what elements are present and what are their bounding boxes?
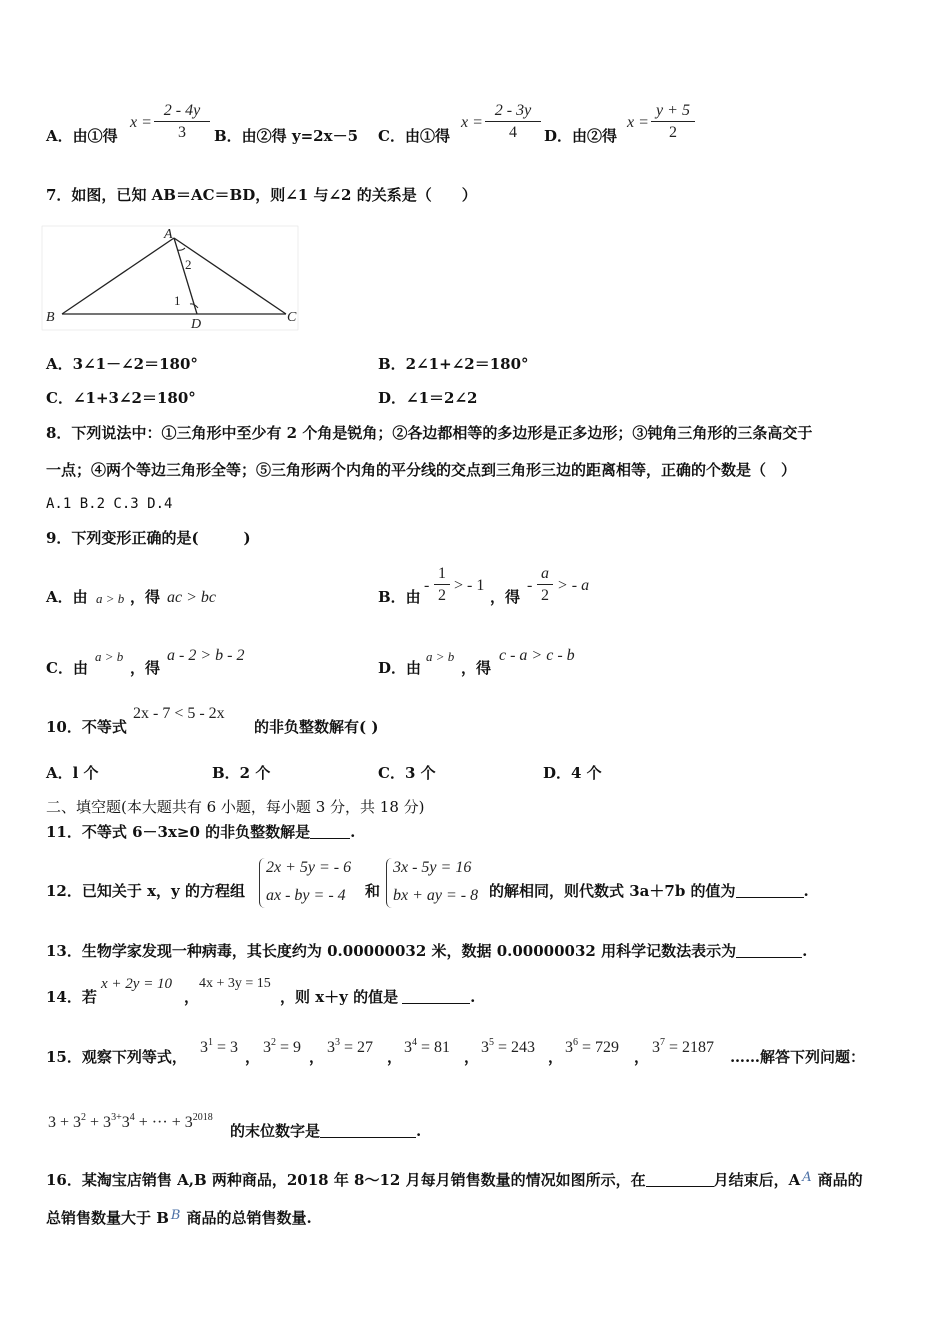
q11-text: 11．不等式 6－3x≥0 的非负整数解是 bbox=[46, 823, 311, 841]
q12-system-2-eq-2: bx + ay = - 8 bbox=[393, 887, 479, 904]
q6-option-c-label: C．由①得 bbox=[378, 127, 450, 145]
q16-line-1-c: 商品的 bbox=[817, 1171, 863, 1189]
q9-option-b-den-2: 2 bbox=[541, 587, 549, 604]
q6-option-d-lhs: x = bbox=[627, 114, 649, 131]
q14-equation-1: x + 2y = 10 bbox=[101, 976, 173, 992]
q15-power-item: $3^5 = 243$ bbox=[481, 1037, 536, 1056]
q9-option-a-label: A．由 bbox=[46, 588, 88, 606]
q6-option-d-numerator: y + 5 bbox=[651, 103, 695, 122]
q15-power-item: $3^4 = 81$ bbox=[404, 1037, 451, 1056]
q16-answer-blank bbox=[646, 1186, 714, 1187]
q9-option-c-label: C．由 bbox=[46, 659, 88, 677]
q9-option-a-mid: ，得 bbox=[130, 588, 161, 606]
q9-option-b-num-1: 1 bbox=[434, 566, 450, 585]
q9-option-b-num-2: a bbox=[537, 566, 553, 585]
q7-option-d: D．∠1＝2∠2 bbox=[378, 389, 478, 407]
q7-stem: 7．如图，已知 AB＝AC＝BD，则∠1 与∠2 的关系是（ ） bbox=[46, 186, 477, 204]
q14-suffix-line bbox=[280, 990, 475, 1005]
q12-system-2-brace bbox=[386, 858, 393, 908]
q12-suffix: 的解相同，则代数式 3a＋7b 的值为 bbox=[489, 882, 736, 900]
q12-system-1-eq-1: 2x + 5y = - 6 bbox=[266, 859, 352, 876]
section-2-title: 二、填空题(本大题共有 6 小题，每小题 3 分，共 18 分) bbox=[46, 798, 425, 816]
q15-prefix: 15．观察下列等式， bbox=[46, 1048, 187, 1066]
q11-line bbox=[46, 825, 355, 840]
q9-stem: 9．下列变形正确的是( ) bbox=[46, 529, 251, 547]
q7-option-a: A．3∠1－∠2＝180° bbox=[46, 355, 198, 373]
q12-system-1-brace bbox=[259, 858, 266, 908]
label-c: C bbox=[287, 310, 297, 325]
q15-power-item: $3^1 = 3$ bbox=[200, 1037, 239, 1056]
q14-prefix: 14．若 bbox=[46, 988, 97, 1006]
q11-end: . bbox=[350, 823, 356, 841]
q13-answer-blank bbox=[736, 957, 802, 958]
q15-power-item: $3^6 = 729$ bbox=[565, 1037, 620, 1056]
q9-option-c-condition: a > b bbox=[95, 649, 124, 664]
q6-option-a-fraction bbox=[154, 103, 210, 141]
q6-option-c-denominator: 4 bbox=[509, 124, 517, 141]
q10-option-b: B．2 个 bbox=[212, 764, 271, 782]
q12-answer-blank bbox=[736, 897, 804, 898]
q16-line-2-a: 总销售数量大于 B bbox=[46, 1209, 169, 1227]
q16-inline-b-icon: B bbox=[170, 1208, 181, 1223]
q6-option-c-fraction bbox=[485, 103, 541, 141]
q7-option-c: C．∠1+3∠2＝180° bbox=[46, 389, 196, 407]
q9-option-b-den-1: 2 bbox=[438, 587, 446, 604]
q6-option-a-label: A．由①得 bbox=[46, 127, 118, 145]
q8-options: A.1 B.2 C.3 D.4 bbox=[46, 496, 173, 512]
q15-power-item: $3^3 = 27$ bbox=[327, 1037, 374, 1056]
q12-system-1-eq-2: ax - by = - 4 bbox=[266, 887, 346, 904]
q14-end: . bbox=[470, 988, 476, 1006]
q6-option-c-numerator: 2 - 3y bbox=[485, 103, 541, 122]
q13-end: . bbox=[802, 942, 808, 960]
q12-prefix: 12．已知关于 x，y 的方程组 bbox=[46, 882, 245, 900]
label-b: B bbox=[46, 310, 55, 325]
q16-line-2 bbox=[46, 1209, 312, 1226]
q12-system-2-eq-1: 3x - 5y = 16 bbox=[393, 859, 472, 876]
q8-line-1: 8．下列说法中：①三角形中至少有 2 个角是锐角；②各边都相等的多边形是正多边形；③钝角三角形的三条高交于 bbox=[46, 424, 813, 442]
q15-series-suffix-line bbox=[230, 1124, 421, 1139]
q6-option-d-label: D．由②得 bbox=[544, 127, 618, 145]
q9-option-c-mid: ，得 bbox=[130, 659, 161, 677]
q10-option-a: A．l 个 bbox=[46, 764, 99, 782]
q8-line-2: 一点；④两个等边三角形全等；⑤三角形两个内角的平分线的交点到三角形三边的距离相等，正确的个数是（ ） bbox=[46, 461, 797, 479]
q15-series: $3 + 3^2 + 3^{3+}3^4$ + ··· + $3^{2018}$ bbox=[48, 1112, 213, 1131]
label-angle-1: 1 bbox=[174, 293, 181, 308]
q14-comma: ， bbox=[184, 988, 200, 1006]
q6-option-a-lhs: x = bbox=[130, 114, 152, 131]
q11-answer-blank bbox=[310, 838, 350, 839]
q9-option-a-condition: a > b bbox=[96, 591, 125, 606]
q9-option-b-fraction-2 bbox=[537, 566, 553, 604]
q15-suffix: ……解答下列问题： bbox=[730, 1048, 866, 1066]
q13-line bbox=[46, 944, 807, 959]
q9-option-b-fraction-1 bbox=[434, 566, 450, 604]
q10-suffix: 的非负整数解有( ) bbox=[254, 718, 379, 736]
q9-option-b-minus-1: - bbox=[424, 577, 430, 594]
q16-line-1 bbox=[46, 1171, 863, 1188]
q13-text: 13．生物学家发现一种病毒，其长度约为 0.00000032 米，数据 0.00000032 用科学记数法表示为 bbox=[46, 942, 737, 960]
q15-end: . bbox=[416, 1122, 422, 1140]
q9-option-b-result: > - a bbox=[557, 577, 590, 594]
q16-line-2-b: 商品的总销售数量. bbox=[186, 1209, 312, 1227]
q12-end: . bbox=[803, 882, 809, 900]
q15-answer-blank bbox=[320, 1137, 416, 1138]
q9-option-d-label: D．由 bbox=[378, 659, 422, 677]
q9-option-c-result: a - 2 > b - 2 bbox=[167, 647, 245, 664]
label-angle-2: 2 bbox=[185, 257, 192, 272]
label-a: A bbox=[164, 227, 173, 242]
q10-inequality: 2x - 7 < 5 - 2x bbox=[133, 705, 225, 722]
q6-option-a-denominator: 3 bbox=[178, 124, 186, 141]
q15-power-item: $3^2 = 9$ bbox=[263, 1037, 302, 1056]
q10-option-d: D．4 个 bbox=[543, 764, 602, 782]
q6-option-b: B．由②得 y=2x－5 bbox=[214, 127, 359, 145]
q14-suffix: ，则 x＋y 的值是 bbox=[280, 988, 399, 1006]
label-d: D bbox=[191, 317, 202, 332]
q16-inline-a-icon: A bbox=[802, 1170, 812, 1185]
q16-line-1-a: 16．某淘宝店销售 A,B 两种商品，2018 年 8～12 月每月销售数量的情况如图所示，在 bbox=[46, 1171, 646, 1189]
q7-option-b: B．2∠1+∠2＝180° bbox=[378, 355, 529, 373]
q9-option-d-condition: a > b bbox=[426, 649, 455, 664]
q6-option-d-fraction bbox=[651, 103, 695, 141]
q12-and: 和 bbox=[365, 882, 381, 900]
q10-option-c: C．3 个 bbox=[378, 764, 436, 782]
q9-option-b-label: B．由 bbox=[378, 588, 421, 606]
q9-option-b-minus-2: - bbox=[527, 577, 533, 594]
q15-power-item: $3^7 = 2187$ bbox=[652, 1037, 715, 1056]
q9-option-d-mid: ，得 bbox=[461, 659, 492, 677]
q6-option-d-denominator: 2 bbox=[669, 124, 677, 141]
q9-option-b-ineq: > - 1 bbox=[454, 577, 485, 594]
q12-suffix-line bbox=[489, 884, 809, 899]
q7-triangle-figure bbox=[40, 224, 300, 332]
q9-option-a-result: ac > bc bbox=[167, 589, 216, 606]
q9-option-d-result: c - a > c - b bbox=[499, 647, 575, 664]
q14-answer-blank bbox=[402, 1003, 470, 1004]
q16-line-1-b: 月结束后，A bbox=[713, 1171, 801, 1189]
q6-option-a-numerator: 2 - 4y bbox=[154, 103, 210, 122]
q9-option-b-mid: ，得 bbox=[490, 588, 521, 606]
q14-equation-2: 4x + 3y = 15 bbox=[199, 976, 271, 991]
q10-prefix: 10．不等式 bbox=[46, 718, 127, 736]
q15-series-suffix: 的末位数字是 bbox=[230, 1122, 321, 1140]
q6-option-c-lhs: x = bbox=[461, 114, 483, 131]
